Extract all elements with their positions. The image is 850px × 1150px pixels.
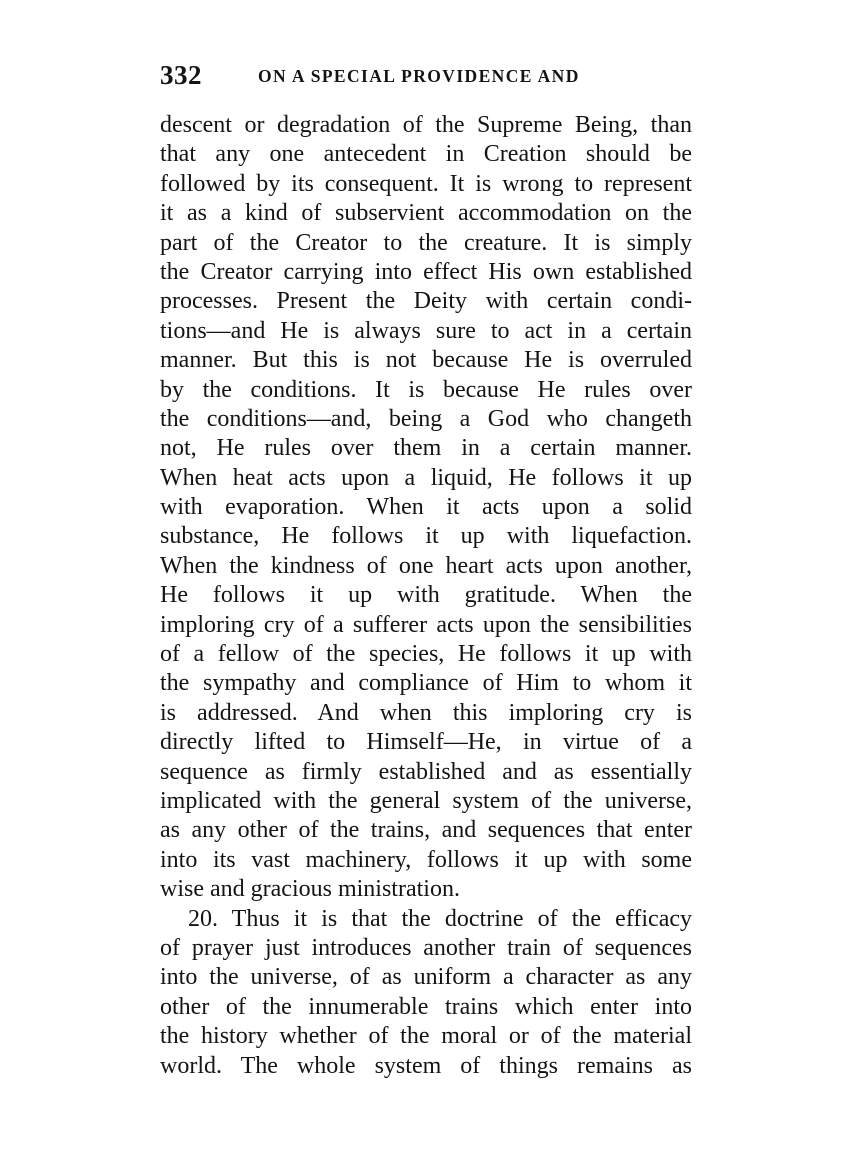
text-line: substance, He follows it up with liquefaction.	[160, 523, 692, 550]
text-line: implicated with the general system of the universe,	[160, 787, 692, 814]
text-line: part of the Creator to the creature. It is simply	[160, 229, 692, 256]
paragraph-end-line: wise and gracious ministration.	[160, 876, 460, 903]
text-line: imploring cry of a sufferer acts upon the sensibilities	[160, 611, 692, 638]
text-line: He follows it up with gratitude. When the	[160, 582, 692, 609]
text-line: other of the innumerable trains which enter into	[160, 993, 692, 1020]
text-line: directly lifted to Himself—He, in virtue of a	[160, 729, 692, 756]
paragraph-start-line: 20. Thus it is that the doctrine of the efficacy	[188, 905, 692, 932]
text-line: it as a kind of subservient accommodation on the	[160, 200, 692, 227]
page-number: 332	[160, 60, 202, 90]
text-line: world. The whole system of things remains as	[160, 1052, 692, 1079]
text-line: with evaporation. When it acts upon a solid	[160, 494, 692, 521]
text-line: When heat acts upon a liquid, He follows it up	[160, 464, 692, 491]
text-line: the Creator carrying into effect His own established	[160, 258, 692, 285]
text-line: of prayer just introduces another train of sequences	[160, 934, 692, 961]
text-line: the conditions—and, being a God who changeth	[160, 405, 692, 432]
text-line: descent or degradation of the Supreme Being, than	[160, 112, 692, 138]
text-line: processes. Present the Deity with certain condi-	[160, 288, 692, 315]
text-line: into the universe, of as uniform a character as any	[160, 964, 692, 991]
text-line: tions—and He is always sure to act in a certain	[160, 317, 692, 344]
text-line: by the conditions. It is because He rules over	[160, 376, 692, 403]
text-line: that any one antecedent in Creation should be	[160, 141, 692, 168]
text-line: manner. But this is not because He is overruled	[160, 347, 692, 374]
text-line: is addressed. And when this imploring cry is	[160, 699, 692, 726]
text-line: the sympathy and compliance of Him to whom it	[160, 670, 692, 697]
body-text	[160, 111, 692, 1081]
text-line: into its vast machinery, follows it up with some	[160, 846, 692, 873]
text-line: followed by its consequent. It is wrong to represent	[160, 170, 692, 197]
text-line: the history whether of the moral or of the material	[160, 1023, 692, 1050]
text-line: of a fellow of the species, He follows it up with	[160, 641, 692, 668]
running-head	[160, 60, 700, 94]
running-title: ON A SPECIAL PROVIDENCE AND	[258, 66, 580, 86]
text-line: sequence as firmly established and as essentially	[160, 758, 692, 785]
text-line: as any other of the trains, and sequences that enter	[160, 817, 692, 844]
text-line: When the kindness of one heart acts upon another,	[160, 552, 692, 579]
text-line: not, He rules over them in a certain manner.	[160, 435, 692, 462]
